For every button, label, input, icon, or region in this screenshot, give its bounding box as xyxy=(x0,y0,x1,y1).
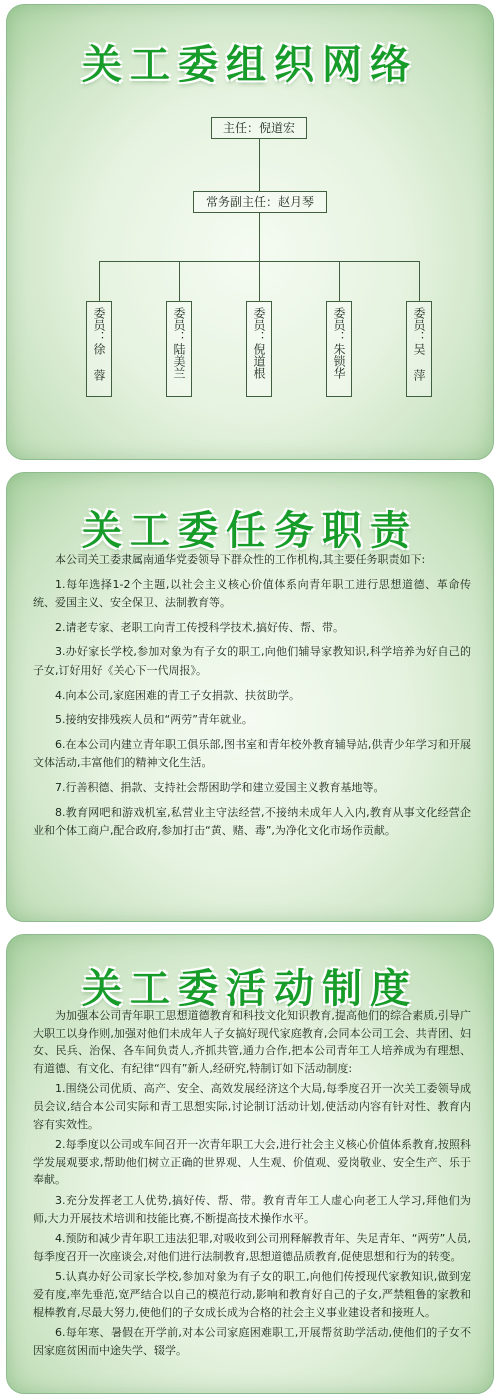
duties-paragraph: 6.在本公司内建立青年职工俱乐部,图书室和青年校外教育辅导站,供青少年学习和开展文体活动,丰富他们的精神文化生活。 xyxy=(33,737,471,770)
connector-line xyxy=(339,261,340,301)
activities-paragraph: 2.每季度以公司或车间召开一次青年职工大会,进行社会主义核心价值体系教育,按照科学发展观要求,帮助他们树立正确的世界观、人生观、价值观、爱岗敬业、安全生产、乐于奉献。 xyxy=(33,1138,471,1187)
org-network-panel xyxy=(6,4,494,460)
activities-body xyxy=(33,1007,471,1362)
duties-panel xyxy=(6,472,494,922)
connector-line xyxy=(99,261,100,301)
org-network-title: 关工委组织网络 xyxy=(82,42,418,88)
activities-paragraph: 1.围绕公司优质、高产、安全、高效发展经济这个大局,每季度召开一次关工委领导成员会议,结合本公司实际和青工思想实际,讨论制订活动计划,使活动内容有针对性、教育内容有实效性。 xyxy=(33,1082,471,1131)
activities-paragraph: 为加强本公司青年职工思想道德教育和科技文化知识教育,提高他们的综合素质,引导广大职工以身作则,加强对他们未成年人子女搞好现代家庭教育,会同本公司工会、共青团、妇女、民兵、治保、各车间负责人,齐抓共管,通力合作,把本公司青年工人培养成为有理想、有道德、有文化、有纪律“四有”新人,经研究,特制订如下活动制度: xyxy=(33,1009,471,1075)
member-box: 委员：陆美兰 xyxy=(166,301,192,397)
activities-title: 关工委活动制度 xyxy=(82,966,418,1012)
duties-paragraph: 本公司关工委隶属南通华党委领导下群众性的工作机构,其主要任务职责如下: xyxy=(55,553,426,566)
member-box: 委员：吴 萍 xyxy=(406,301,432,397)
duties-paragraph: 8.教育网吧和游戏机室,私营业主守法经营,不接纳未成年人入内,教育从事文化经营企业和个体工商户,配合政府,参加打击“黄、赌、毒”,为净化文化市场作贡献。 xyxy=(33,805,471,838)
connector-line xyxy=(419,261,420,301)
activities-paragraph: 6.每年寒、暑假在开学前,对本公司家庭困难职工,开展帮贫助学活动,使他们的子女不因家庭贫困而中途失学、辍学。 xyxy=(33,1326,471,1357)
deputy-director-box: 常务副主任：赵月琴 xyxy=(193,191,327,213)
member-box: 委员：朱锁华 xyxy=(326,301,352,397)
member-box: 委员：徐 蓉 xyxy=(86,301,112,397)
activities-paragraph: 3.充分发挥老工人优势,搞好传、帮、带。教育青年工人虚心向老工人学习,拜他们为师,大力开展技术培训和技能比赛,不断提高技术操作水平。 xyxy=(33,1193,471,1225)
connector-line xyxy=(259,261,260,301)
director-box: 主任：倪道宏 xyxy=(211,117,307,139)
activities-paragraph: 5.认真办好公司家长学校,参加对象为有子女的职工,向他们传授现代家教知识,做到宠爱有度,率先垂范,宽严结合以自己的模范行动,影响和教育好自己的子女,严禁粗鲁的家教和棍棒教育,尽最大努力,使他们的子女成长成为合格的社会主义事业建设者和接班人。 xyxy=(33,1270,471,1319)
duties-paragraph: 1.每年选择1-2个主题,以社会主义核心价值体系向青年职工进行思想道德、革命传统、爱国主义、安全保卫、法制教育等。 xyxy=(33,577,471,610)
duties-paragraph: 5.接纳安排残疾人员和“两劳”青年就业。 xyxy=(55,713,253,727)
duties-paragraph: 7.行善积德、捐款、支持社会帮困助学和建立爱国主义教育基地等。 xyxy=(55,780,385,794)
connector-line xyxy=(259,139,260,191)
member-box: 委员：倪道根 xyxy=(246,301,272,397)
connector-line xyxy=(259,213,260,261)
duties-paragraph: 4.向本公司,家庭困难的青工子女捐款、扶贫助学。 xyxy=(55,688,300,702)
duties-paragraph: 2.请老专家、老职工向青工传授科学技术,搞好传、帮、带。 xyxy=(55,620,344,634)
duties-title: 关工委任务职责 xyxy=(82,508,418,554)
duties-paragraph: 3.办好家长学校,参加对象为有子女的职工,向他们辅导家教知识,科学培养为好自己的子女,订好用好《关心下一代周报》。 xyxy=(33,645,471,677)
activities-panel xyxy=(6,934,494,1394)
activities-paragraph: 4.预防和减少青年职工违法犯罪,对吸收到公司刑释解教青年、失足青年、“两劳”人员,每季度召开一次座谈会,对他们进行法制教育,思想道德品质教育,促使思想和行为的转变。 xyxy=(33,1232,471,1263)
connector-line xyxy=(179,261,180,301)
duties-body xyxy=(33,551,471,847)
